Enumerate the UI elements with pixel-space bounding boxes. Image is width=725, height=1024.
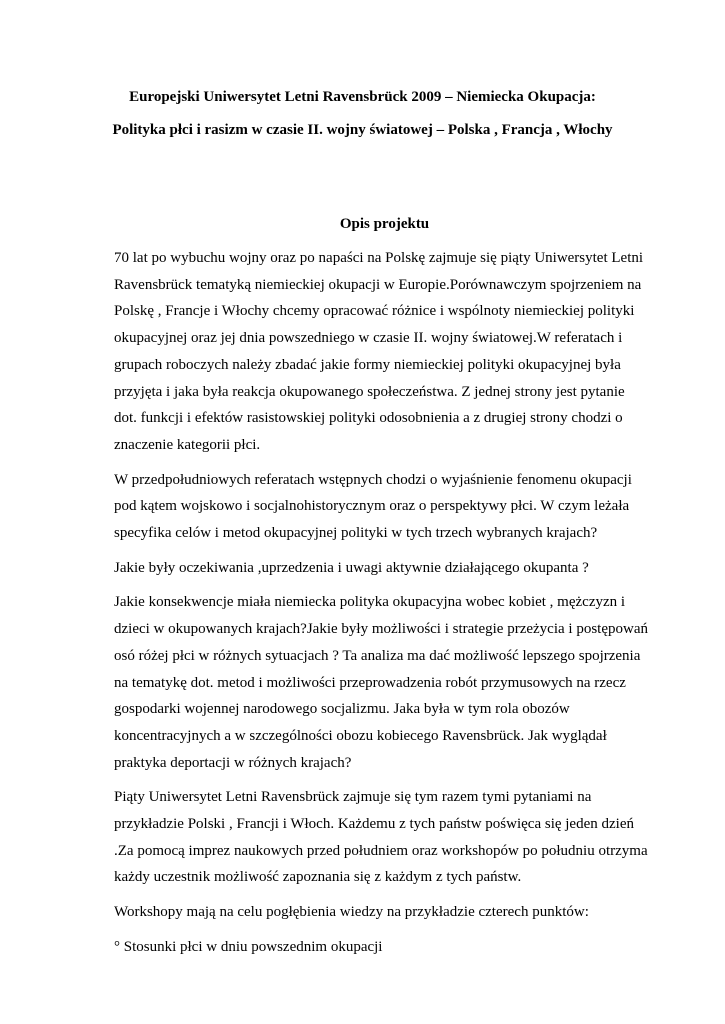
text-line: Piąty Uniwersytet Letni Ravensbrück zajmuje się tym razem tymi pytaniami na [114, 789, 592, 806]
document-body [114, 245, 648, 969]
text-line: każdy uczestnik możliwość zapoznania się z każdym z tych państw. [114, 869, 522, 886]
text-line: specyfika celów i metod okupacyjnej polityki w tych trzech wybranych krajach? [114, 525, 598, 542]
text-line: koncentracyjnych a w szczególności obozu kobiecego Ravensbrück. Jak wyglądał [114, 727, 607, 744]
text-line: przyjęta i jaka była reakcja okupowanego społeczeństwa. Z jednej strony jest pytanie [114, 383, 625, 400]
paragraph [114, 245, 644, 459]
text-line: ° Stosunki płci w dniu powszednim okupacji [114, 938, 383, 955]
text-line: dzieci w okupowanych krajach?Jakie były możliwości i strategie przeżycia i postępowań [114, 621, 648, 638]
text-line: znaczenie kategorii płci. [114, 436, 261, 453]
text-line: okupacyjnej oraz jej dnia powszedniego w czasie II. wojny światowej.W referatach i [114, 330, 623, 347]
text-line: 70 lat po wybuchu wojny oraz po napaści na Polskę zajmuje się piąty Uniwersytet Letni [114, 250, 644, 266]
text-line: Jakie były oczekiwania ,uprzedzenia i uwagi aktywnie działającego okupanta ? [114, 559, 589, 576]
text-line: osó różej płci w różnych sytuacjach ? Ta analiza ma dać możliwość lepszego spojrzenia [114, 647, 641, 664]
text-line: dot. funkcji i efektów rasistowskiej polityki odosobnienia a z drugiej strony chodzi o [114, 410, 623, 427]
text-line: przykładzie Polski , Francji i Włoch. Każdemu z tych państw poświęca się jeden dzień [114, 816, 634, 833]
text-line: Polskę , Francje i Włochy chcemy opracować różnice i wspólnoty niemieckiej polityki [114, 303, 635, 320]
section-heading: Opis projektu [339, 216, 430, 232]
paragraph [114, 899, 634, 926]
paragraph [114, 934, 634, 961]
paragraph [114, 784, 648, 891]
document-title-line-1: Europejski Uniwersytet Letni Ravensbrück 2009 – Niemiecka Okupacja: [129, 89, 596, 105]
text-line: grupach roboczych należy zbadać jakie formy niemieckiej polityki okupacyjnej była [114, 356, 621, 373]
text-line: praktyka deportacji w różnych krajach? [114, 754, 352, 771]
text-line: W przedpołudniowych referatach wstępnych chodzi o wyjaśnienie fenomenu okupacji [114, 471, 632, 488]
paragraph [114, 467, 634, 547]
text-line: pod kątem wojskowo i socjalnohistorycznym oraz o perspektywy płci. W czym leżała [114, 498, 630, 515]
text-line: gospodarki wojennej narodowego socjalizmu. Jaka była w tym rola obozów [114, 701, 570, 718]
text-line: na tematykę dot. metod i możliwości przeprowadzenia robót przymusowych na rzecz [114, 674, 626, 691]
text-line: Jakie konsekwencje miała niemiecka polityka okupacyjna wobec kobiet , mężczyzn i [114, 594, 626, 611]
document-title-line-2: Polityka płci i rasizm w czasie II. wojny światowej – Polska , Francja , Włochy [112, 122, 613, 138]
text-line: .Za pomocą imprez naukowych przed południem oraz workshopów po południu otrzyma [114, 842, 648, 859]
paragraph [114, 555, 634, 582]
paragraph [114, 589, 648, 776]
text-line: Ravensbrück tematyką niemieckiej okupacji w Europie.Porównawczym spojrzeniem na [114, 276, 642, 293]
text-line: Workshopy mają na celu pogłębienia wiedzy na przykładzie czterech punktów: [114, 904, 589, 921]
